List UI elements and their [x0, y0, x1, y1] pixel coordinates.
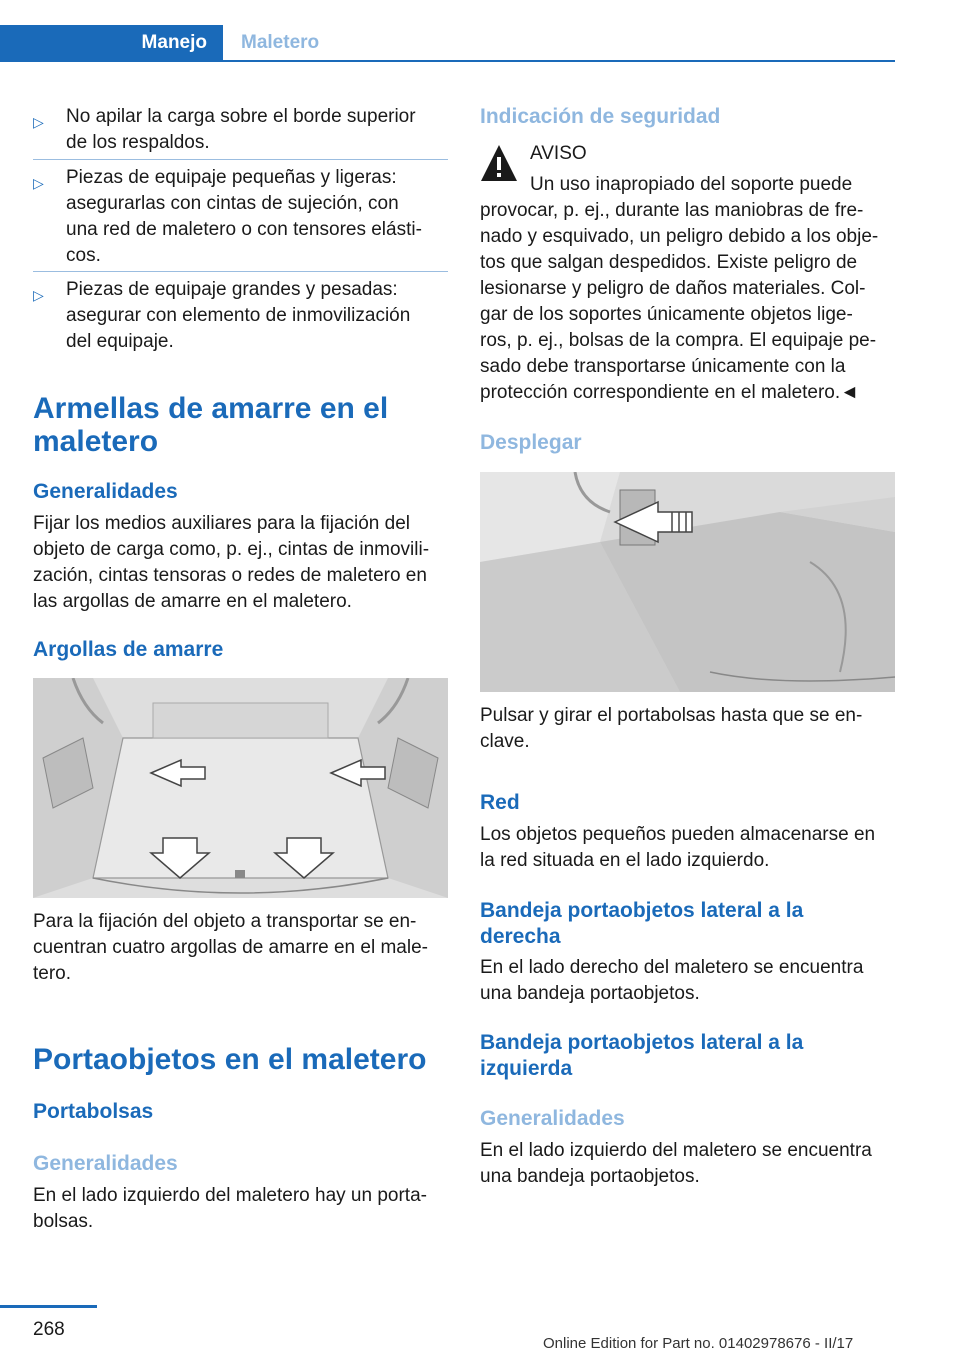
minor-title: Generalidades	[480, 1107, 625, 1130]
bullet-line: asegurar con elemento de inmovilización	[66, 305, 411, 326]
subsection-title: Generalidades	[33, 480, 178, 503]
section-title-portaobjetos: Portaobjetos en el maletero	[33, 1043, 427, 1076]
paragraph-bandeja-izquierda: En el lado izquierdo del maletero se encuentra una bandeja portaobjetos.	[480, 1140, 872, 1187]
bullet-line: una red de maletero o con tensores elásti-	[66, 219, 422, 240]
tab-maletero[interactable]: Maletero	[241, 32, 320, 53]
paragraph-aviso: Un uso inapropiado del soporte puede provocar, p. ej., durante las maniobras de fre- nado y esquivado, un peligro debido a los obje- tos que salgan despedidos. Existe peligro de lesionarse y peligro de daños materiales. Col- gar de los soportes únicamente objetos lige- ros, p. ej., bolsas de la compra. El equipaje pe- sado debe transportarse únicamente con la protección correspondiente en el maletero.◄	[480, 174, 879, 403]
paragraph-desplegar: Pulsar y girar el portabolsas hasta que se en- clave.	[480, 705, 863, 752]
edition-note: Online Edition for Part no. 01402978676 - II/17	[543, 1335, 854, 1352]
header-tabs	[0, 25, 895, 62]
bullet-line: Piezas de equipaje grandes y pesadas:	[66, 279, 398, 300]
paragraph-generalidades: Fijar los medios auxiliares para la fijación del objeto de carga como, p. ej., cintas de inmovili- zación, cintas tensoras o redes de maletero en las argollas de amarre en el maletero.	[33, 513, 430, 612]
bullet-line: del equipaje.	[66, 331, 174, 352]
paragraph-portabolsas: En el lado izquierdo del maletero hay un porta- bolsas.	[33, 1185, 427, 1232]
section-title-armellas: Armellas de amarre en el maletero	[33, 392, 389, 458]
trunk-illustration	[33, 678, 448, 898]
bag-hook-figure	[480, 472, 895, 692]
header-rule	[0, 60, 895, 62]
subsection-title: Red	[480, 791, 520, 814]
subsection-title-bandeja-izquierda: Bandeja portaobjetos lateral a la izquierda	[480, 1031, 804, 1080]
trunk-lashing-eyes-figure	[33, 678, 448, 898]
subsection-title-bandeja-derecha: Bandeja portaobjetos lateral a la derecha	[480, 899, 804, 948]
triangle-bullet-icon: ▷	[33, 287, 44, 303]
bullet-line: cos.	[66, 245, 101, 266]
bullet-line: de los respaldos.	[66, 132, 210, 153]
bag-hook-illustration	[480, 472, 895, 692]
subsection-title: Portabolsas	[33, 1100, 154, 1123]
aviso-label: AVISO	[530, 143, 587, 164]
triangle-bullet-icon: ▷	[33, 175, 44, 191]
paragraph-red: Los objetos pequeños pueden almacenarse en la red situada en el lado izquierdo.	[480, 824, 876, 871]
triangle-bullet-icon: ▷	[33, 114, 44, 130]
minor-title: Generalidades	[33, 1152, 178, 1175]
bullet-line: Piezas de equipaje pequeñas y ligeras:	[66, 167, 397, 188]
subsection-title: Argollas de amarre	[33, 638, 224, 661]
subsection-title-seguridad: Indicación de seguridad	[480, 105, 721, 128]
divider	[33, 159, 448, 160]
tab-manejo[interactable]: Manejo	[0, 25, 223, 60]
footer-rule	[0, 1305, 97, 1308]
bullet-line: No apilar la carga sobre el borde superior	[66, 106, 416, 127]
page-number: 268	[33, 1319, 65, 1340]
paragraph-argollas: Para la fijación del objeto a transportar se en- cuentran cuatro argollas de amarre en el male- tero.	[33, 911, 428, 984]
paragraph-bandeja-derecha: En el lado derecho del maletero se encuentra una bandeja portaobjetos.	[480, 957, 864, 1004]
divider	[33, 271, 448, 272]
minor-title: Desplegar	[480, 431, 582, 454]
bullet-line: asegurarlas con cintas de sujeción, con	[66, 193, 399, 214]
